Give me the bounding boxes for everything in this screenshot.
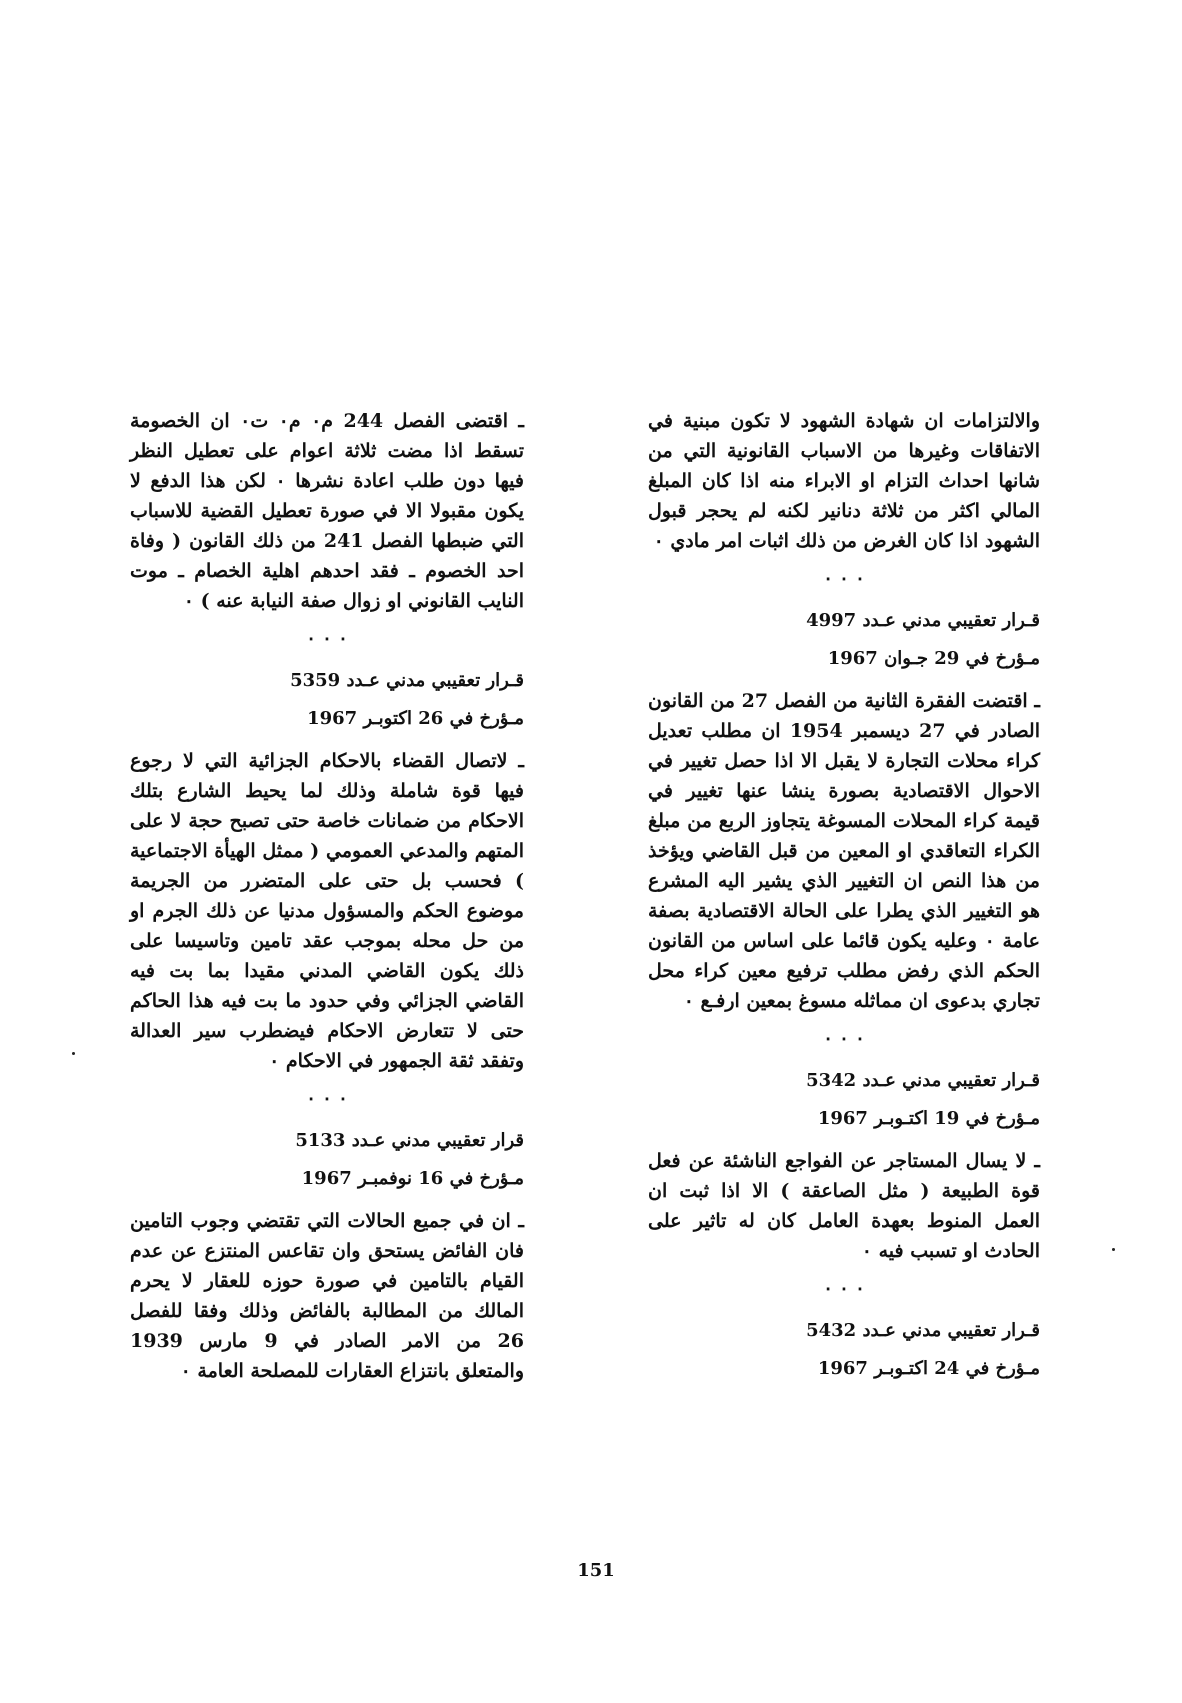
left-paragraph-2: ـ لاتصال القضاء بالاحكام الجزائية التي لا رجوع فيها قوة شاملة وذلك لما يحيط الشارع بتلك الاحكام من ضمانات خاصة حتى تصبح حجة لا على المتهم والمدعي العمومي ( ممثل الهيأة الاجتماعية ) فحسب بل حتى على المتضرر من الجريمة موضوع الحكم والمسؤول مدنيا عن ذلك الجرم او من حل محله بموجب عقد تامين وتاسيسا على ذلك يكون القاضي المدني مقيدا بما بت فيه القاضي الجزائي وفي حدود ما بت فيه هذا الحاكم حتى لا تتعارض الاحكام فيضطرب سير العدالة وتفقد ثقة الجمهور في الاحكام ٠ bbox=[130, 750, 524, 1072]
decision-heading: قـرار تعقيبي مدني عـدد 5359 bbox=[290, 670, 524, 691]
section-separator: ٠ ٠ ٠ bbox=[823, 1028, 865, 1049]
decision-date: مـؤرخ في 16 نوفمبـر 1967 bbox=[301, 1168, 524, 1189]
scan-speck bbox=[72, 1052, 75, 1055]
decision-heading: قـرار تعقيبي مدني عـدد 4997 bbox=[806, 610, 1040, 631]
decision-date: مـؤرخ في 19 اكتـوبـر 1967 bbox=[817, 1108, 1040, 1129]
section-separator: ٠ ٠ ٠ bbox=[306, 1088, 348, 1109]
decision-date: مـؤرخ في 24 اكتـوبـر 1967 bbox=[817, 1358, 1040, 1379]
section-separator: ٠ ٠ ٠ bbox=[823, 1278, 865, 1299]
right-column bbox=[648, 406, 1040, 1396]
section-separator: ٠ ٠ ٠ bbox=[306, 628, 348, 649]
decision-heading: قـرار تعقيبي مدني عـدد 5432 bbox=[806, 1320, 1040, 1341]
left-paragraph-1: ـ اقتضى الفصل 244 م٠ م٠ ت٠ ان الخصومة تسقط اذا مضت ثلاثة اعوام على تعطيل النظر فيها دون طلب اعادة نشرها ٠ لكن هذا الدفع لا يكون مقبولا الا في صورة تعطيل القضية للاسباب التي ضبطها الفصل 241 من ذلك القانون ( وفاة احد الخصوم ـ فقد احدهم اهلية الخصام ـ موت النايب القانوني او زوال صفة النيابة عنه ) ٠ bbox=[130, 410, 524, 612]
section-separator: ٠ ٠ ٠ bbox=[823, 568, 865, 589]
right-paragraph-2: ـ اقتضت الفقرة الثانية من الفصل 27 من القانون الصادر في 27 ديسمبر 1954 ان مطلب تعديل كراء محلات التجارة لا يقبل الا اذا حصل تغيير في الاحوال الاقتصادية بصورة ينشا عنها تغيير في قيمة كراء المحلات المسوغة يتجاوز الربع من مبلغ الكراء التعاقدي او المعين من قبل القاضي ويؤخذ من هذا النص ان التغيير الذي يشير اليه المشرع هو التغيير الذي يطرا على الحالة الاقتصادية بصفة عامة ٠ وعليه يكون قائما على اساس من القانون الحكم الذي رفض مطلب ترفيع معين كراء محل تجاري بدعوى ان مماثله مسوغ بمعين ارفـع ٠ bbox=[648, 690, 1040, 1012]
scan-speck bbox=[1112, 1248, 1115, 1251]
left-paragraph-3: ـ ان في جميع الحالات التي تقتضي وجوب التامين فان الفائض يستحق وان تقاعس المنتزع عن عدم القيام بالتامين في صورة حوزه للعقار لا يحرم المالك من المطالبة بالفائض وذلك وفقا للفصل 26 من الامر الصادر في 9 مارس 1939 والمتعلق بانتزاع العقارات للمصلحة العامة ٠ bbox=[130, 1210, 524, 1382]
right-paragraph-1: والالتزامات ان شهادة الشهود لا تكون مبنية في الاتفاقات وغيرها من الاسباب القانونية التي من شانها احداث التزام او الابراء منه اذا كان المبلغ المالي اكثر من ثلاثة دنانير لكنه لم يحجر قبول الشهود اذا كان الغرض من ذلك اثبات امر مادي ٠ bbox=[648, 410, 1040, 552]
page-number: 151 bbox=[577, 1560, 615, 1581]
decision-date: مـؤرخ في 29 جـوان 1967 bbox=[827, 648, 1040, 669]
decision-date: مـؤرخ في 26 اكتوبـر 1967 bbox=[307, 708, 524, 729]
right-paragraph-3: ـ لا يسال المستاجر عن الفواجع الناشئة عن فعل قوة الطبيعة ( مثل الصاعقة ) الا اذا ثبت ان العمل المنوط بعهدة العامل كان له تاثير على الحادث او تسبب فيه ٠ bbox=[648, 1150, 1040, 1262]
left-column bbox=[130, 406, 524, 1386]
decision-heading: قرار تعقيبي مدني عـدد 5133 bbox=[295, 1130, 524, 1151]
decision-heading: قـرار تعقيبي مدني عـدد 5342 bbox=[806, 1070, 1040, 1091]
